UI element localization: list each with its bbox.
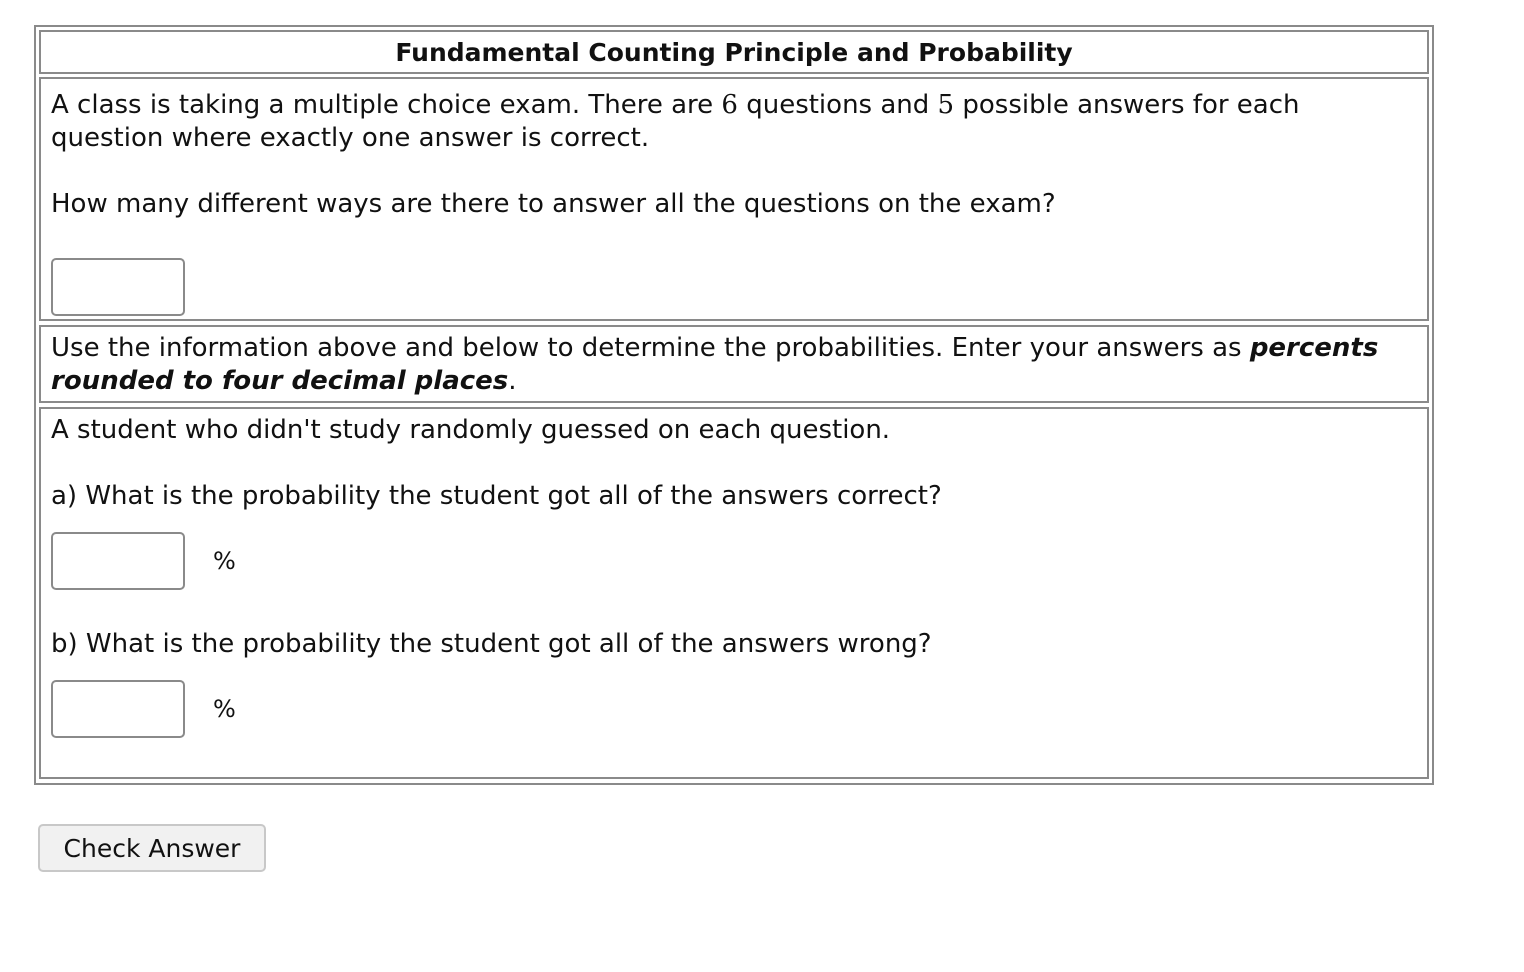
- intro-text-1: A class is taking a multiple choice exam. There are: [51, 90, 722, 120]
- part-b-answer-input[interactable]: [51, 680, 185, 738]
- num-questions: 6: [721, 90, 738, 120]
- instructions-main: Use the information above and below to determine the probabilities. Enter your answers as: [51, 333, 1250, 363]
- part-b-prompt: b) What is the probability the student got all of the answers wrong?: [51, 629, 932, 659]
- part-a-prompt: a) What is the probability the student got all of the answers correct?: [51, 481, 942, 511]
- problem-title-text: Fundamental Counting Principle and Probability: [395, 37, 1073, 67]
- part-a-answer-row: [51, 531, 1417, 591]
- intro-text-2: questions and: [737, 90, 938, 120]
- part-a-percent-label: %: [213, 546, 236, 575]
- instructions-text: [51, 332, 1417, 398]
- part-b-percent-label: %: [213, 694, 236, 723]
- question-1-answer-row: [51, 257, 1417, 317]
- instructions-end: .: [508, 366, 517, 396]
- check-answer-button[interactable]: Check Answer: [38, 824, 266, 872]
- question-1-prompt: How many different ways are there to answer all the questions on the exam?: [51, 189, 1056, 219]
- question-1-intro: [51, 89, 1417, 155]
- scenario-text: A student who didn't study randomly guessed on each question.: [51, 415, 891, 445]
- problem-table: [34, 25, 1434, 785]
- question-1-cell: [39, 77, 1429, 321]
- instructions-emphasis: percents rounded to four decimal places: [51, 333, 1379, 396]
- intro-text-3: possible answers for each question where exactly one answer is correct.: [51, 90, 1300, 153]
- ways-answer-input[interactable]: [51, 258, 185, 316]
- instructions-cell: [39, 325, 1429, 403]
- question-2-cell: [39, 407, 1429, 779]
- part-a-answer-input[interactable]: [51, 532, 185, 590]
- num-answers: 5: [937, 90, 955, 120]
- part-b-answer-row: [51, 679, 1417, 739]
- problem-title: [39, 30, 1429, 74]
